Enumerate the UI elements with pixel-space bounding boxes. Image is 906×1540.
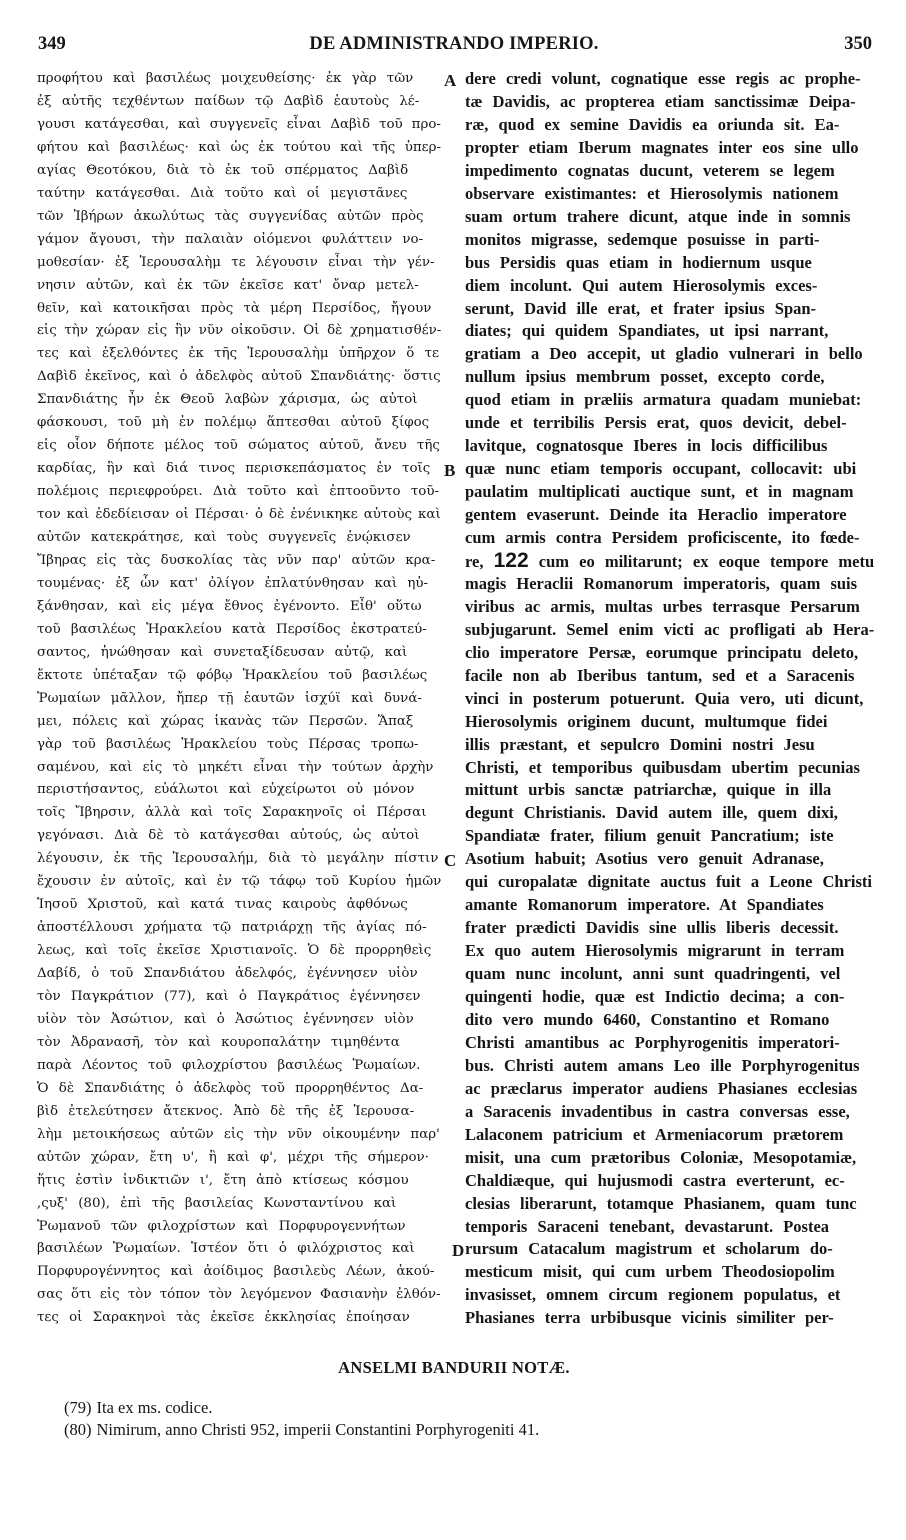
- text-line: ac præclarus imperator audiens Phasianes ecclesias: [465, 1078, 858, 1098]
- text-line: ἥτις ἐστὶν ἰνδικτιῶν ι', ἔτη ἀπὸ κτίσεως κόσμου: [37, 1172, 409, 1188]
- text-line: Ἴβηρας εἰς τὰς δυσκολίας τὰς νῦν παρ' αὐτῶν κρα-: [37, 552, 436, 568]
- text-line: bus Persidis quas etiam in hodiernum usque: [465, 252, 812, 272]
- text-line: Spandiatæ frater, filium genuit Pancratium; iste: [465, 826, 834, 846]
- text-line: λὴμ μετοικήσεως αὐτῶν εἰς τὴν νῦν οἰκουμένην παρ': [37, 1126, 440, 1142]
- text-line: λεως, καὶ τοῖς ἐκεῖσε Χριστιανοῖς. Ὁ δὲ προρρηθεὶς: [37, 943, 432, 959]
- text-line: νησιν αὐτῶν, καὶ ἐκ τῶν ἐκεῖσε κατ' ὄναρ μετελ-: [37, 277, 419, 293]
- text-line: Δαβίδ, ὁ τοῦ Σπανδιάτου ἀδελφός, ἐγέννησεν υἱὸν: [37, 966, 418, 982]
- text-line: re, 122 cum eo militarunt; ex eoque tempore metu: [465, 548, 875, 572]
- text-line: Ῥωμανοῦ τῶν φιλοχρίστων καὶ Πορφυρογεννήτων: [37, 1218, 406, 1234]
- text-line: Σπανδιάτης ἦν ἐκ Θεοῦ λαβὼν χάρισμα, ὡς αὐτοὶ: [37, 392, 418, 408]
- text-line: qui curopalatæ dignitate auctus fuit a Leone Christi: [465, 872, 873, 892]
- text-line: τες καὶ ἐξελθόντες ἐκ τῆς Ἱερουσαλὴμ ὑπῆρχον ὅ τε: [37, 346, 439, 362]
- text-line: suam ortum trahere dicunt, atque inde in somnis: [465, 206, 851, 226]
- text-line: mesticum misit, qui cum urbem Theodosiopolim: [465, 1262, 835, 1282]
- text-line: τον καὶ ἐδεδίεισαν οἱ Πέρσαι· ὁ δὲ ἐνένικηκε αὐτοὺς καὶ: [37, 507, 441, 523]
- text-line: Πορφυρογέννητος καὶ ἀοίδιμος βασιλεὺς Λέων, ἀκού-: [37, 1264, 435, 1280]
- text-line: τὸν Παγκράτιον (77), καὶ ὁ Παγκράτιος ἐγέννησεν: [37, 989, 421, 1004]
- notes-heading: ANSELMI BANDURII NOTÆ.: [338, 1358, 570, 1377]
- text-line: αὐτῶν κατεκράτησε, καὶ τοὺς συγγενεῖς ἐνῴκισεν: [37, 530, 411, 545]
- text-line: γεγόνασι. Διὰ δὲ τὸ κατάγεσθαι αὐτούς, ὡς αὐτοὶ: [37, 828, 420, 844]
- text-line: diem incolunt. Qui autem Hierosolymis exces-: [465, 275, 818, 295]
- text-line: τῶν Ἰβήρων ἀκωλύτως τὰς συγγενίδας αὐτῶν πρὸς: [37, 208, 424, 224]
- text-line: βασιλέων Ῥωμαίων. Ἰστέον ὅτι ὁ φιλόχριστος καὶ: [37, 1241, 415, 1257]
- text-line: quingenti hodie, quæ est Indictio decima; a con-: [465, 987, 845, 1006]
- text-line: quæ nunc etiam temporis occupant, collocavit: ubi: [465, 459, 857, 479]
- text-line: τοῦ βασιλέως Ἡρακλείου κατὰ Περσίδος ἐκστρατεύ-: [37, 621, 427, 637]
- text-line: gratiam a Deo accepit, ut gladio vulnerari in bello: [465, 344, 863, 364]
- running-header: [36, 34, 872, 60]
- text-line: ἔκτοτε ὑπέταξαν τῷ φόβῳ Ἡρακλείου τοῦ βασιλέως: [37, 667, 428, 683]
- text-line: Δαβὶδ ἐκεῖνος, καὶ ὁ ἀδελφὸς αὐτοῦ Σπανδιάτης· ὅστις: [37, 369, 441, 385]
- text-line: Chaldiæque, qui hujusmodi castra everterunt, ec-: [465, 1170, 845, 1190]
- text-line: gentem evaserunt. Deinde ita Heraclio imperatore: [465, 505, 847, 525]
- text-line: misit, una cum prætoribus Coloniæ, Mesopotamiæ,: [465, 1147, 857, 1167]
- text-line: vinci in posterum potuerunt. Quia vero, uti dicunt,: [465, 688, 864, 708]
- text-line: quod etiam in præliis armatura quadam muniebat:: [465, 390, 862, 410]
- text-line: quam nunc incolunt, anni sunt quadringenti, vel: [465, 964, 841, 984]
- text-line: μοθεσίαν· ἐξ Ἱερουσαλὴμ τε λέγουσιν εἶναι τὴν γέν-: [37, 254, 435, 270]
- text-line: Ὁ δὲ Σπανδιάτης ὁ ἀδελφὸς τοῦ προρρηθέντος Δα-: [37, 1080, 424, 1096]
- text-line: propter etiam Iberum magnates inter eos sine ullo: [465, 137, 859, 157]
- text-line: σαμένου, καὶ εἰς τὸ μηκέτι εἶναι τὴν τούτων ἀρχὴν: [37, 759, 434, 775]
- text-line: Asotium habuit; Asotius vero genuit Adranase,: [465, 849, 824, 869]
- margin-letter-b: B: [444, 461, 456, 480]
- text-line: τουμένας· ἐξ ὧν κατ' ὀλίγον ἐπλατύνθησαν καὶ ηὐ-: [37, 575, 429, 591]
- text-line: μει, πόλεις καὶ χώρας ἱκανὰς τῶν Περσῶν. Ἅπαξ: [37, 713, 414, 729]
- margin-letter-a: A: [444, 71, 457, 90]
- text-line: εἰς οἷον δήποτε μέλος τοῦ σώματος αὐτοῦ, ἄνευ τῆς: [37, 438, 440, 454]
- margin-letter-c: C: [444, 851, 457, 870]
- text-line: καρδίας, ἣν καὶ διά τινος περισκεπάσματος ἐν τοῖς: [37, 461, 431, 477]
- text-line: τες οἱ Σαρακηνοὶ τὰς ἐκεῖσε ἐκκλησίας ἐποίησαν: [37, 1310, 410, 1326]
- text-line: Christi amantibus ac Porphyrogenitis imperatori-: [465, 1032, 840, 1052]
- text-line: Ἰησοῦ Χριστοῦ, καὶ κατά τινας καιροὺς ἀφθόνως: [37, 897, 408, 913]
- text-line: unde et terribilis Persis erat, quos devicit, debel-: [465, 413, 847, 433]
- footnote-80: [64, 1420, 539, 1440]
- text-line: diates; qui quidem Spandiates, ut ipsi narrant,: [465, 321, 829, 341]
- text-line: nullum ipsius membrum posset, excepto corde,: [465, 367, 825, 387]
- text-line: ἔχουσιν ἐν αὐτοῖς, καὶ ἐν τῷ τάφῳ τοῦ Κυρίου ἡμῶν: [37, 874, 442, 890]
- text-line: impedimento cognatas ducunt, veterem se legem: [465, 160, 835, 180]
- text-line: φήτου καὶ βασιλέως· καὶ ὡς ἐκ τούτου καὶ τῆς ὑπερ-: [37, 139, 441, 155]
- text-line: serunt, David ille erat, et frater ipsius Span-: [465, 298, 817, 318]
- footnote-text: Ita ex ms. codice.: [96, 1398, 213, 1417]
- text-line: lavitque, cognatosque Iberes in locis difficilibus: [465, 436, 828, 456]
- text-line: facile non ab Iberibus tantum, sed et a Saracenis: [465, 665, 855, 685]
- margin-letter-d: D: [452, 1241, 465, 1260]
- text-line: παρὰ Λέοντος τοῦ φιλοχρίστου βασιλέως Ῥωμαίων.: [37, 1057, 421, 1073]
- text-line: σαντος, ἡνώθησαν καὶ συνεταξίδευσαν αὐτῷ, καὶ: [37, 644, 408, 660]
- footnote-number: (80): [64, 1420, 92, 1439]
- text-line: φάσκουσι, τοῦ μὴ ἐν πολέμῳ ἅπτεσθαι αὐτοῦ ξίφος: [37, 415, 430, 431]
- footnote-text: Nimirum, anno Christi 952, imperii Constantini Porphyrogeniti 41.: [96, 1420, 540, 1439]
- text-line: τοῖς Ἴβηρσιν, ἀλλὰ καὶ τοῖς Σαρακηνοῖς οἱ Πέρσαι: [37, 805, 427, 821]
- text-line: αγίας Θεοτόκου, διὰ τὸ ἐκ τοῦ σπέρματος Δαβὶδ: [37, 162, 409, 178]
- footnote-number: (79): [64, 1398, 92, 1417]
- text-line: magis Heraclii Romanorum imperatoris, quam suis: [465, 573, 858, 593]
- text-line: rursum Catacalum magistrum et scholarum do-: [465, 1239, 833, 1259]
- text-line: illis præstant, et sepulcro Domini nostri Jesu: [465, 734, 815, 754]
- text-line: γὰρ τοῦ βασιλέως Ἡρακλείου τοὺς Πέρσας τροπω-: [37, 736, 419, 752]
- text-line: dere credi volunt, cognatique esse regis ac prophe-: [465, 69, 861, 88]
- text-line: tæ Davidis, ac propterea etiam sanctissimæ Deipa-: [465, 91, 856, 111]
- text-line: Ex quo autem Hierosolymis migrarunt in terram: [465, 941, 845, 961]
- text-line: dito vero mundo 6460, Constantino et Romano: [465, 1009, 830, 1029]
- text-line: frater prædicti Davidis sine ullis liberis decessit.: [465, 918, 839, 938]
- text-line: ταύτην κατάγεσθαι. Διὰ τοῦτο καὶ οἱ μεγιστᾶνες: [37, 185, 408, 201]
- text-line: προφήτου καὶ βασιλέως μοιχευθείσης· ἐκ γὰρ τῶν: [37, 71, 414, 86]
- page-number-right: 350: [844, 34, 872, 54]
- text-line: monitos migrasse, sedemque posuisse in parti-: [465, 229, 820, 249]
- text-line: Phasianes terra urbibusque vicinis similiter per-: [465, 1308, 834, 1328]
- text-line: amante Romanorum imperatore. At Spandiates: [465, 895, 824, 915]
- page-reference-number: 122: [493, 548, 529, 572]
- text-line: Hierosolymis originem ducunt, multumque fidei: [465, 711, 828, 731]
- text-line: Lalaconem patricium et Armeniacorum prætorem: [465, 1124, 844, 1144]
- text-line: clesias liberarunt, totamque Phasianem, quam tunc: [465, 1193, 857, 1213]
- text-line: εἰς τὴν χώραν εἰς ἣν νῦν οἰκοῦσιν. Οἱ δὲ χρηματισθέν-: [37, 323, 442, 339]
- text-line: λέγουσιν, ἐκ τῆς Ἱερουσαλήμ, διὰ τὸ μεγάλην πίστιν: [37, 851, 439, 867]
- text-line: αὐτῶν χώραν, ἔτη υ', ἢ καὶ φ', μέχρι τῆς σήμερον·: [37, 1149, 429, 1165]
- text-line: υἱὸν τὸν Ἀσώτιον, καὶ ὁ Ἀσώτιος ἐγέννησεν υἱὸν: [37, 1011, 414, 1027]
- text-line: σας ὅτι εἰς τὸν τόπον τὸν λεγόμενον Φασιανὴν ἐλθόν-: [37, 1287, 441, 1303]
- text-line: observare existimantes: et Hierosolymis nationem: [465, 183, 839, 203]
- text-line: mittunt urbis sanctæ patriarchæ, quique in illa: [465, 780, 832, 800]
- text-line: θεῖν, καὶ κατοικῆσαι πρὸς τὰ μέρη Περσίδος, ἤγουν: [37, 300, 432, 316]
- text-line: cum armis contra Persidem proficiscente, ito fœde-: [465, 528, 860, 547]
- latin-text-column: [465, 66, 877, 1328]
- text-line: degunt Christianis. David autem ille, quem dixi,: [465, 803, 838, 823]
- page-number-left: 349: [38, 34, 66, 54]
- text-line: ξάνθησαν, καὶ εἰς μέγα ἔθνος ἐγένοντο. Εἶθ' οὕτω: [37, 598, 422, 614]
- text-line: γάμον ἄγουσι, τὴν παλαιὰν οἰόμενοι φυλάττειν νο-: [37, 231, 424, 247]
- text-line: invasisset, omnem circum regionem populatus, et: [465, 1285, 841, 1305]
- text-line: Ῥωμαίων μᾶλλον, ἤπερ τῇ ἑαυτῶν ἰσχύϊ καὶ δυνά-: [37, 690, 422, 706]
- footnote-79: [64, 1398, 212, 1418]
- text-line: ,ςυξ' (80), ἐπὶ τῆς βασιλείας Κωνσταντίνου καὶ: [37, 1195, 397, 1211]
- text-line: a Saracenis invadentibus in castra conversas esse,: [465, 1101, 850, 1121]
- text-line: ἐξ αὐτῆς τεχθέντων παίδων τῷ Δαβὶδ ἑαυτοὺς λέ-: [37, 93, 420, 109]
- greek-text-column: [37, 66, 441, 1328]
- text-line: subjugarunt. Semel enim victi ac profligati ab Hera-: [465, 619, 875, 639]
- text-line: viribus ac armis, multas urbes terrasque Persarum: [465, 596, 860, 616]
- text-line: Christi, et temporibus quibusdam ubertim pecunias: [465, 757, 860, 777]
- text-line: bus. Christi autem amans Leo ille Porphyrogenitus: [465, 1055, 860, 1075]
- text-line: περιστήσαντος, εὐάλωτοι καὶ εὐχείρωτοι οὐ μόνον: [37, 782, 415, 798]
- text-line: clio imperatore Persæ, eorumque principatu deleto,: [465, 642, 859, 662]
- running-title: DE ADMINISTRANDO IMPERIO.: [309, 34, 599, 54]
- text-line: ræ, quod ex semine Davidis ea oriunda sit. Ea-: [465, 114, 840, 134]
- text-line: γουσι κατάγεσθαι, καὶ συγγενεῖς εἶναι Δαβὶδ τοῦ προ-: [37, 116, 441, 132]
- text-line: βὶδ ἐτελεύτησεν ἄτεκνος. Ἀπὸ δὲ τῆς ἐξ Ἱερουσα-: [37, 1103, 415, 1119]
- text-line: πολέμοις περιεφρούρει. Διὰ τοῦτο καὶ ἐπτοοῦντο τοῦ-: [37, 484, 440, 500]
- text-line: paulatim multiplicati auctique sunt, et in magnam: [465, 482, 854, 502]
- text-line: τὸν Ἀδρανασῆ, τὸν καὶ κουροπαλάτην τιμηθέντα: [37, 1034, 400, 1050]
- text-line: ἀποστέλλουσι χρήματα τῷ πατριάρχῃ τῆς ἁγίας πό-: [37, 920, 427, 936]
- text-line: temporis Saraceni tenebant, devastarunt. Postea: [465, 1216, 830, 1236]
